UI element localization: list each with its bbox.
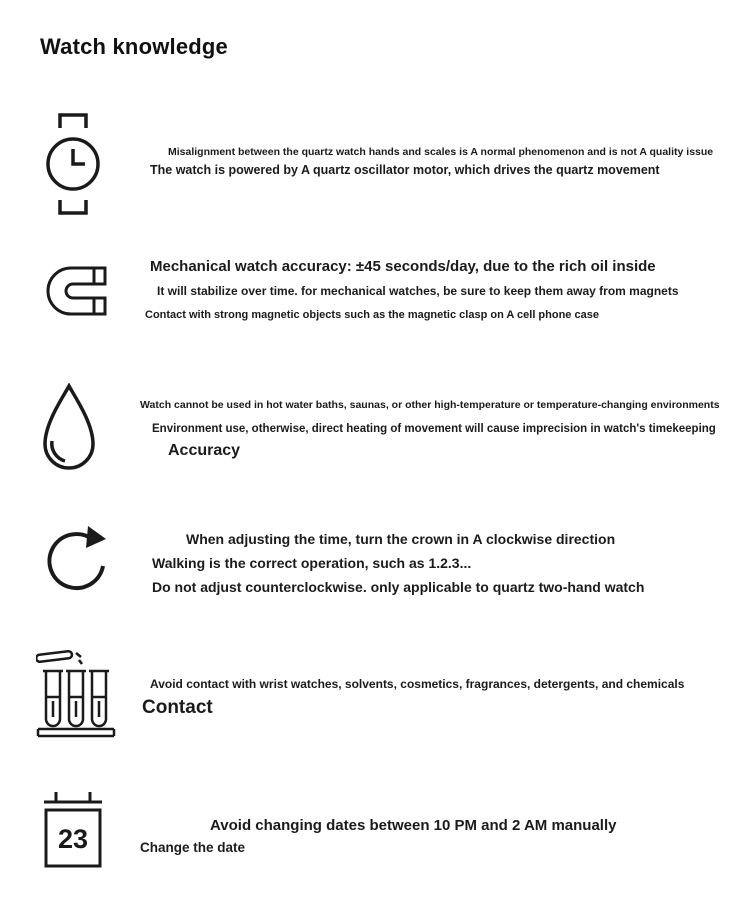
calendar-day-number: 23 <box>57 824 89 854</box>
date-section-line-1: Avoid changing dates between 10 PM and 2 AM manually <box>210 817 617 834</box>
page-title: Watch knowledge <box>40 34 228 59</box>
magnet-section-line-1: Mechanical watch accuracy: ±45 seconds/day, due to the rich oil inside <box>150 258 656 275</box>
watch-section-line-1: Misalignment between the quartz watch hands and scales is A normal phenomenon and is not A quality issue <box>168 146 714 158</box>
watch-section-line-2: The watch is powered by A quartz oscillator motor, which drives the quartz movement <box>150 163 660 177</box>
magnet-section-line-3: Contact with strong magnetic objects such as the magnetic clasp on A cell phone case <box>145 309 599 321</box>
watch-icon <box>43 112 103 216</box>
calendar-icon <box>42 790 104 870</box>
magnet-section-line-2: It will stabilize over time. for mechanical watches, be sure to keep them away from magnets <box>157 284 679 298</box>
crown-section-line-3: Do not adjust counterclockwise. only applicable to quartz two-hand watch <box>152 579 645 595</box>
crown-section-line-1: When adjusting the time, turn the crown in A clockwise direction <box>186 531 616 547</box>
magnet-icon <box>40 263 108 319</box>
chemicals-section-line-1: Avoid contact with wrist watches, solvents, cosmetics, fragrances, detergents, and chemicals <box>150 677 685 691</box>
temperature-section-line-2: Environment use, otherwise, direct heating of movement will cause imprecision in watch's timekeeping <box>152 423 716 435</box>
contact-heading: Contact <box>142 697 213 718</box>
temperature-section-line-1: Watch cannot be used in hot water baths, saunas, or other high-temperature or temperature-changing environments <box>140 399 720 411</box>
clockwise-arrow-icon <box>42 524 106 592</box>
test-tubes-icon <box>36 645 116 741</box>
crown-section-line-2: Walking is the correct operation, such as 1.2.3... <box>152 555 472 571</box>
date-section-line-2: Change the date <box>140 840 246 855</box>
accuracy-heading: Accuracy <box>168 442 241 459</box>
water-drop-icon <box>40 383 98 475</box>
